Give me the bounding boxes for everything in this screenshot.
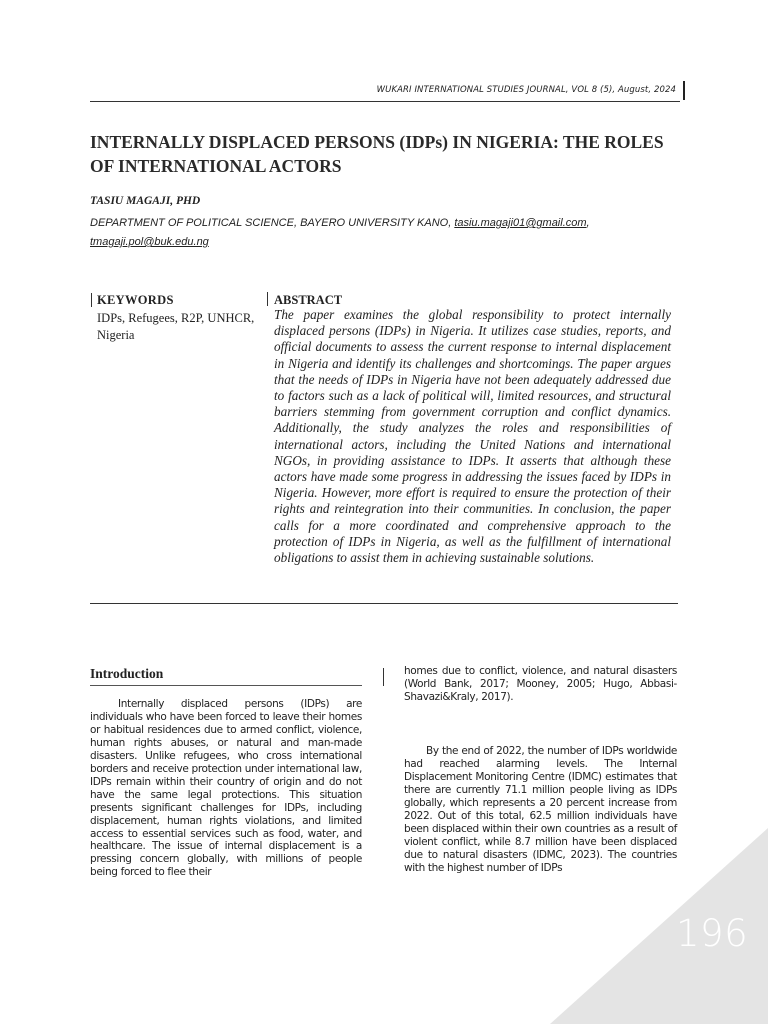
keywords-heading: KEYWORDS — [97, 293, 174, 307]
abstract-text: The paper examines the global responsibility to protect internally displaced persons (IDPs) in Nigeria. It utilizes case studies, reports, and official documents to assess the current response to internal displacement in Nigeria and identify its challenges and shortcomings. The paper argues that the needs of IDPs in Nigeria have not been adequately addressed due to factors such as a lack of political will, limited resources, and structural barriers stemming from government corruption and conflict dynamics. Additionally, the study analyzes the roles and responsibilities of international actors, including the United Nations and international NGOs, in providing assistance to IDPs. It asserts that although these actors have made some progress in addressing the issues faced by IDPs in Nigeria. However, more effort is required to ensure the protection of their rights and reintegration into their communities. In conclusion, the paper calls for a more coordinated and comprehensive approach to the protection of IDPs in Nigeria, as well as the fulfillment of international obligations to assist them in achieving sustainable solutions. — [274, 307, 671, 566]
email-link-1[interactable]: tasiu.magaji01@gmail.com — [454, 217, 587, 229]
email-separator: , — [586, 217, 590, 229]
article-title: INTERNALLY DISPLACED PERSONS (IDPs) IN NIGERIA: THE ROLES OF INTERNATIONAL ACTORS — [90, 132, 664, 176]
introduction-heading: Introduction — [90, 666, 164, 681]
abstract-heading: ABSTRACT — [274, 293, 343, 307]
body-paragraph-right-2: By the end of 2022, the number of IDPs worldwide had reached alarming levels. The Internal Displacement Monitoring Centre (IDMC) estimates that there are currently 71.1 million people living as IDPs globally, which represents a 20 percent increase from 2022. Out of this total, 62.5 million individuals have been displaced within their own countries as a result of violent conflict, while 8.7 million have been displaced due to natural disasters (IDMC, 2023). The countries with the highest number of IDPs — [404, 745, 677, 874]
column-divider — [383, 668, 384, 686]
author-affiliation — [90, 214, 650, 252]
abstract-bar — [267, 292, 268, 306]
keywords-bar — [91, 293, 92, 307]
abstract-rule — [90, 603, 678, 604]
running-header: WUKARI INTERNATIONAL STUDIES JOURNAL, VOL 8 (5), August, 2024 — [376, 85, 676, 95]
body-paragraph-right-1: homes due to conflict, violence, and natural disasters (World Bank, 2017; Mooney, 2005; Hugo, Abbasi-Shavazi&Kraly, 2017). — [404, 665, 677, 703]
email-link-2[interactable]: tmagaji.pol@buk.edu.ng — [90, 236, 209, 248]
header-accent-bar — [683, 81, 685, 100]
affiliation-text: DEPARTMENT OF POLITICAL SCIENCE, BAYERO UNIVERSITY KANO, — [90, 217, 455, 229]
page-number: 196 — [676, 912, 749, 955]
introduction-rule — [90, 685, 362, 686]
header-rule — [90, 101, 680, 102]
keywords-text: IDPs, Refugees, R2P, UNHCR, Nigeria — [97, 311, 255, 342]
body-paragraph-left: Internally displaced persons (IDPs) are individuals who have been forced to leave their homes or habitual residences due to armed conflict, violence, human rights abuses, or natural and man-made disasters. Unlike refugees, who cross international borders and receive protection under international law, IDPs remain within their country of origin and do not have the same legal protections. This situation presents significant challenges for IDPs, including displacement, human rights violations, and limited access to essential services such as food, water, and healthcare. The issue of internal displacement is a pressing concern globally, with millions of people being forced to flee their — [90, 698, 362, 879]
author-name: TASIU MAGAJI, PHD — [90, 195, 201, 207]
